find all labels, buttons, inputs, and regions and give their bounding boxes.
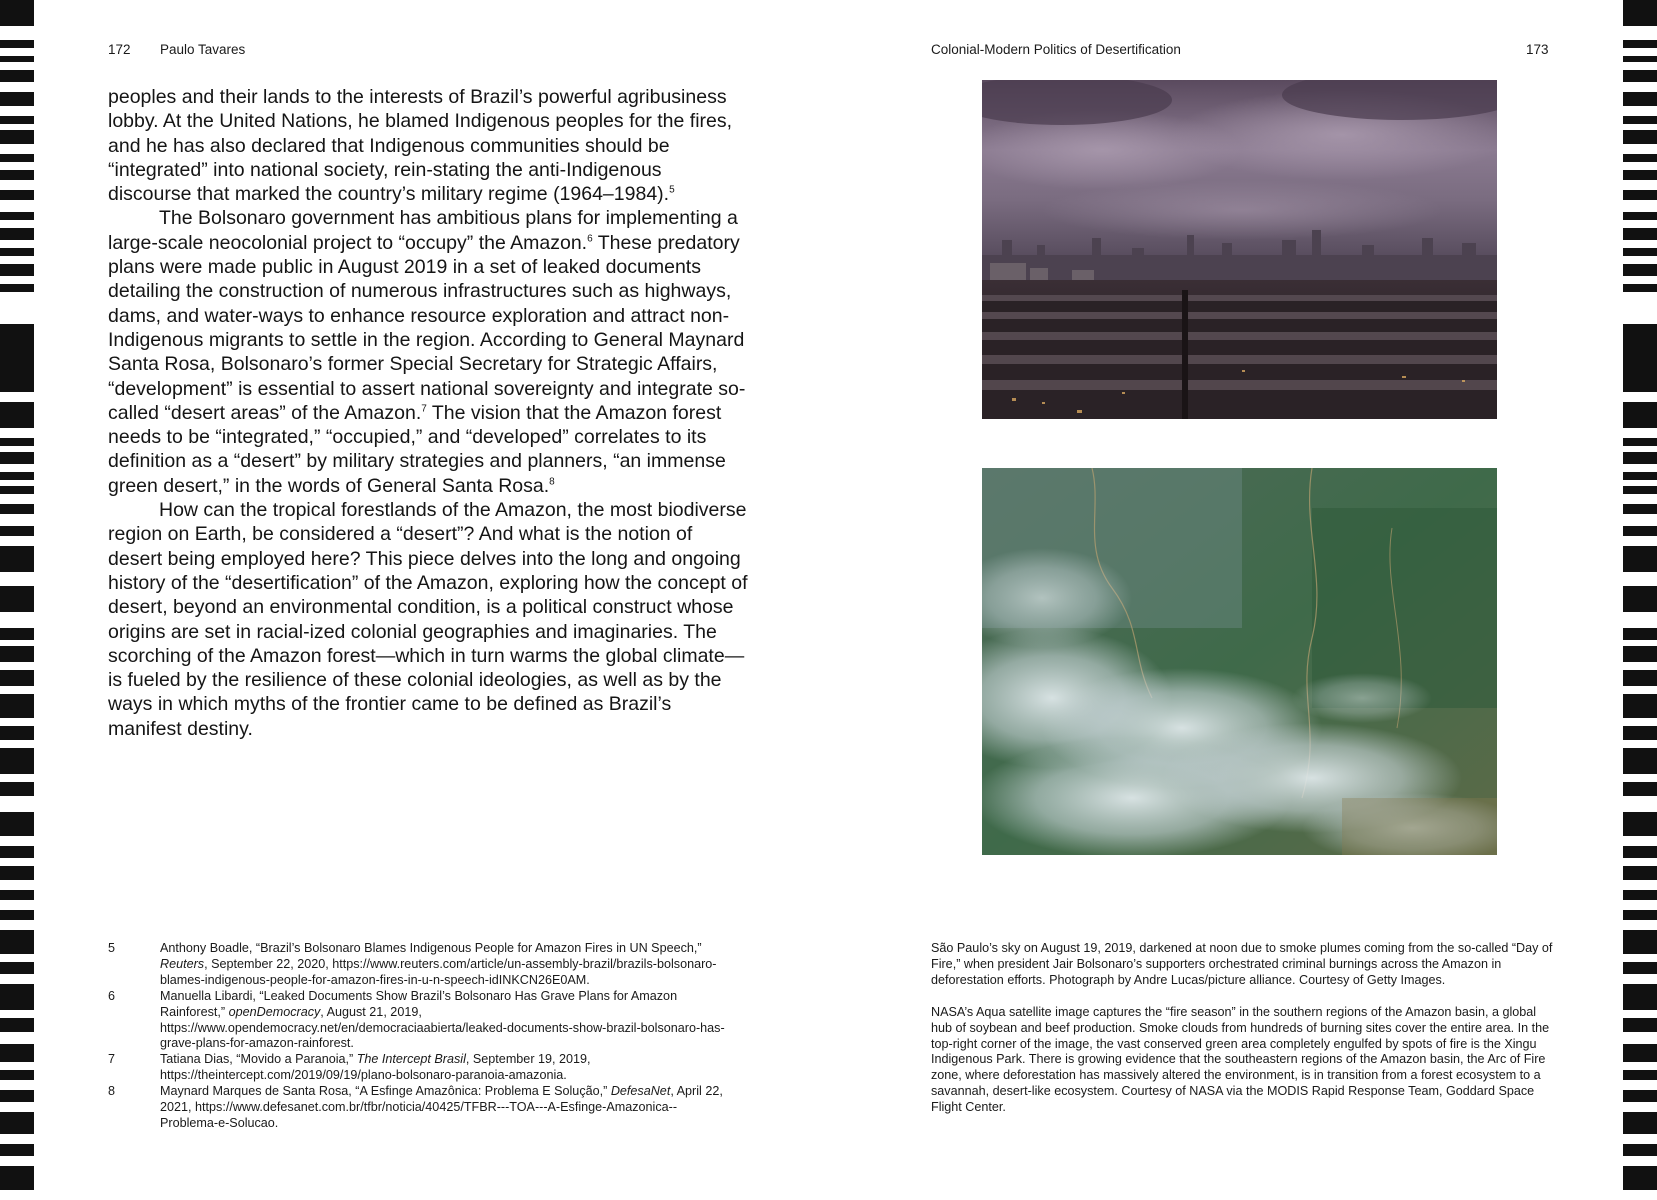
amazon-satellite-photo: [982, 468, 1497, 855]
footnote-ref-6[interactable]: 6: [587, 233, 593, 245]
edge-bar: [1623, 782, 1657, 796]
left-page-number: 172: [108, 42, 131, 57]
edge-bar: [1623, 70, 1657, 82]
edge-bar: [1623, 984, 1657, 1010]
paragraph-1: [108, 85, 748, 206]
edge-bar: [0, 1090, 34, 1102]
edge-bar: [1623, 228, 1657, 240]
edge-bar: [0, 116, 34, 124]
edge-bar: [0, 1018, 34, 1032]
footnotes: [108, 941, 728, 1132]
edge-bar: [1623, 962, 1657, 974]
edge-bar: [0, 910, 34, 920]
edge-bar: [1623, 154, 1657, 162]
edge-bar: [0, 890, 34, 900]
edge-bar: [0, 526, 34, 536]
paragraph-1-text: peoples and their lands to the interests of Brazil’s powerful agribusiness lobby. At the United Nations, he blamed Indigenous peoples for the fires, and he has also declared that Indigenous communities should be “integrated” into national society, rein-stating the anti-Indigenous discourse that marked the country’s military regime (1964–1984).: [108, 86, 733, 206]
edge-bar: [1623, 92, 1657, 106]
edge-bar: [0, 546, 34, 572]
edge-bar: [0, 212, 34, 220]
edge-bar: [1623, 486, 1657, 494]
edge-bar: [0, 984, 34, 1010]
edge-bar: [0, 190, 34, 200]
edge-bar: [0, 452, 34, 464]
edge-bar: [1623, 452, 1657, 464]
edge-bar: [0, 402, 34, 428]
footnote-text: Manuella Libardi, “Leaked Documents Show Brazil’s Bolsonaro Has Grave Plans for Amazon Rainforest,”: [160, 988, 678, 1019]
body-text-column: [108, 85, 748, 741]
edge-bar: [1623, 866, 1657, 880]
footnote-text[interactable]: , August 21, 2019, https://www.opendemocracy.net/en/democraciaabierta/leaked-documents-show-brazil-bolsonaro-has-grave-plans-for-amazon-rainforest.: [160, 1004, 725, 1051]
footnote-text: Anthony Boadle, “Brazil’s Bolsonaro Blames Indigenous People for Amazon Fires in UN Speech,”: [160, 941, 702, 955]
edge-bar: [1623, 284, 1657, 292]
edge-bar: [0, 504, 34, 514]
edge-bar: [0, 56, 34, 62]
edge-bar: [1623, 670, 1657, 686]
edge-bar: [1623, 504, 1657, 514]
edge-bar: [1623, 248, 1657, 256]
footnote-text: Tatiana Dias, “Movido a Paranoia,”: [160, 1052, 357, 1067]
edge-bar: [1623, 170, 1657, 180]
footnote-item: [108, 941, 728, 989]
edge-bar: [0, 228, 34, 240]
edge-bar: [0, 486, 34, 494]
edge-bar: [1623, 40, 1657, 48]
edge-bar: [1623, 628, 1657, 640]
footnote-number: 6: [108, 988, 116, 1003]
paragraph-2-text-b: These predatory plans were made public in August 2019 in a set of leaked documents detailing the construction of numerous infrastructures such as highways, dams, and water-ways to enhance resource exploration and attract non-Indigenous migrants to settle in the region. According to General Maynard Santa Rosa, Bolsonaro’s former Special Secretary for Strategic Affairs, “development” is essential to assert national sovereignty and integrate so-called “desert areas” of the Amazon.: [108, 231, 746, 424]
edge-bar: [0, 1166, 34, 1190]
sao-paulo-photo: [982, 80, 1497, 419]
edge-bar: [0, 264, 34, 276]
sao-paulo-photo-caption: São Paulo’s sky on August 19, 2019, darkened at noon due to smoke plumes coming from the so-called “Day of Fire,” when president Jair Bolsonaro’s supporters orchestrated criminal burnings across the Amazon in deforestation efforts. Photograph by Andre Lucas/picture alliance. Courtesy of Getty Images.: [931, 941, 1553, 987]
edge-bar: [0, 930, 34, 954]
edge-bar: [0, 962, 34, 974]
paragraph-2-text-c: The vision that the Amazon forest needs to be “integrated,” “occupied,” and “developed” correlates to its definition as a “desert” by military strategies and planners, “an immense green desert,” in the words of General Santa Rosa.: [108, 401, 726, 497]
paragraph-2-text-a: The Bolsonaro government has ambitious plans for implementing a large-scale neocolonial project to “occupy” the Amazon.: [108, 207, 738, 254]
edge-bar: [1623, 116, 1657, 124]
footnote-text[interactable]: , September 19, 2019, https://theintercept.com/2019/09/19/plano-bolsonaro-paranoia-amazonia.: [160, 1052, 591, 1083]
edge-bar: [0, 170, 34, 180]
edge-bar: [1623, 56, 1657, 62]
edge-bar: [1623, 264, 1657, 276]
sao-paulo-photo-image: [982, 80, 1497, 419]
footnote-number: 7: [108, 1052, 116, 1067]
edge-bar: [1623, 1044, 1657, 1062]
edge-bar: [1623, 1144, 1657, 1156]
edge-bar: [0, 586, 34, 612]
running-head-chapter-title: Colonial-Modern Politics of Desertification: [931, 42, 1181, 57]
edge-bar: [1623, 526, 1657, 536]
edge-bar: [0, 154, 34, 162]
footnote-text[interactable]: , April 22, 2021, https://www.defesanet.com.br/tfbr/noticia/40425/TFBR---TOA---A-Esfinge-Amazonica--Problema-e-Solucao.: [160, 1084, 723, 1130]
satellite-photo-caption: NASA’s Aqua satellite image captures the “fire season” in the southern regions of the Amazon basin, a global hub of soybean and beef production. Smoke clouds from hundreds of burning sites cover the entire area. In the top-right corner of the image, the vast conserved green area completely engulfed by spots of fire is the Xingu Indigenous Park. There is growing evidence that the southeastern regions of the Amazon basin, the Arc of Fire zone, where deforestation has massively altered the environment, is in transition from a forest ecosystem to a savannah, desert-like ecosystem. Courtesy of NASA via the MODIS Rapid Response Team, Goddard Space Flight Center.: [931, 1004, 1550, 1115]
edge-bar: [1623, 402, 1657, 428]
edge-bar: [0, 1144, 34, 1156]
edge-bar: [0, 646, 34, 662]
edge-bar: [1623, 472, 1657, 480]
edge-bar: [1623, 212, 1657, 220]
right-page-number: 173: [1526, 42, 1549, 57]
footnote-source: The Intercept Brasil: [356, 1052, 466, 1067]
edge-bar: [0, 846, 34, 858]
edge-bar: [1623, 726, 1657, 740]
paragraph-2: [108, 206, 748, 498]
footnote-source: Reuters: [160, 956, 205, 971]
edge-bar: [0, 130, 34, 144]
edge-bar: [1623, 890, 1657, 900]
edge-bar: [1623, 1018, 1657, 1032]
edge-bar: [1623, 846, 1657, 858]
edge-bar: [1623, 1112, 1657, 1134]
edge-bar: [0, 438, 34, 446]
edge-bar: [1623, 812, 1657, 836]
edge-bar: [0, 40, 34, 48]
edge-bar: [1623, 1090, 1657, 1102]
edge-bar: [1623, 646, 1657, 662]
edge-bar: [1623, 910, 1657, 920]
edge-bar: [0, 1112, 34, 1134]
footnote-number: 5: [108, 941, 116, 955]
right-edge-marks: [1623, 0, 1657, 1200]
footnote-source: DefesaNet: [610, 1084, 671, 1099]
edge-bar: [1623, 546, 1657, 572]
footnote-ref-5[interactable]: 5: [669, 184, 675, 196]
amazon-satellite-photo-image: [982, 468, 1497, 855]
edge-bar: [1623, 1166, 1657, 1190]
edge-bar: [1623, 438, 1657, 446]
edge-bar: [1623, 748, 1657, 774]
edge-bar: [1623, 930, 1657, 954]
footnote-ref-7[interactable]: 7: [421, 403, 427, 415]
edge-bar: [1623, 324, 1657, 392]
footnote-item: [108, 1052, 728, 1084]
edge-bar: [0, 472, 34, 480]
edge-bar: [0, 0, 34, 26]
footnote-text: Maynard Marques de Santa Rosa, “A Esfinge Amazônica: Problema E Solução,”: [160, 1084, 611, 1099]
edge-bar: [0, 628, 34, 640]
edge-bar: [1623, 1070, 1657, 1080]
edge-bar: [1623, 190, 1657, 200]
footnote-ref-8[interactable]: 8: [549, 476, 555, 488]
footnote-source: openDemocracy: [228, 1004, 321, 1019]
paragraph-3: How can the tropical forestlands of the Amazon, the most biodiverse region on Earth, be considered a “desert”? And what is the notion of desert being employed here? This piece delves into the long and ongoing history of the “desertification” of the Amazon, exploring how the concept of desert, beyond an environmental condition, is a political construct whose origins are set in racial-ized colonial geographies and imaginaries. The scorching of the Amazon forest—which in turn warms the global climate—is fueled by the resilience of these colonial ideologies, as well as by the ways in which myths of the frontier came to be defined as Brazil’s manifest destiny.: [108, 499, 748, 740]
footnote-text[interactable]: , September 22, 2020, https://www.reuters.com/article/un-assembly-brazil/brazils-bolsonaro-blames-indigenous-people-for-amazon-fires-in-u-n-speech-idINKCN26E0AM.: [160, 956, 717, 987]
footnote-item: [108, 989, 728, 1053]
edge-bar: [0, 1070, 34, 1080]
running-head-author: Paulo Tavares: [160, 42, 246, 57]
edge-bar: [0, 284, 34, 292]
edge-bar: [0, 782, 34, 796]
image-captions: [931, 941, 1556, 1116]
footnote-number: 8: [108, 1084, 116, 1099]
edge-bar: [0, 726, 34, 740]
edge-bar: [0, 1044, 34, 1062]
edge-bar: [0, 866, 34, 880]
edge-bar: [0, 748, 34, 774]
left-edge-marks: [0, 0, 34, 1200]
edge-bar: [1623, 586, 1657, 612]
edge-bar: [0, 70, 34, 82]
edge-bar: [0, 92, 34, 106]
edge-bar: [0, 694, 34, 718]
edge-bar: [1623, 130, 1657, 144]
edge-bar: [0, 670, 34, 686]
edge-bar: [1623, 0, 1657, 26]
edge-bar: [1623, 694, 1657, 718]
edge-bar: [0, 324, 34, 392]
edge-bar: [0, 812, 34, 836]
footnote-item: [108, 1084, 728, 1132]
edge-bar: [0, 248, 34, 256]
